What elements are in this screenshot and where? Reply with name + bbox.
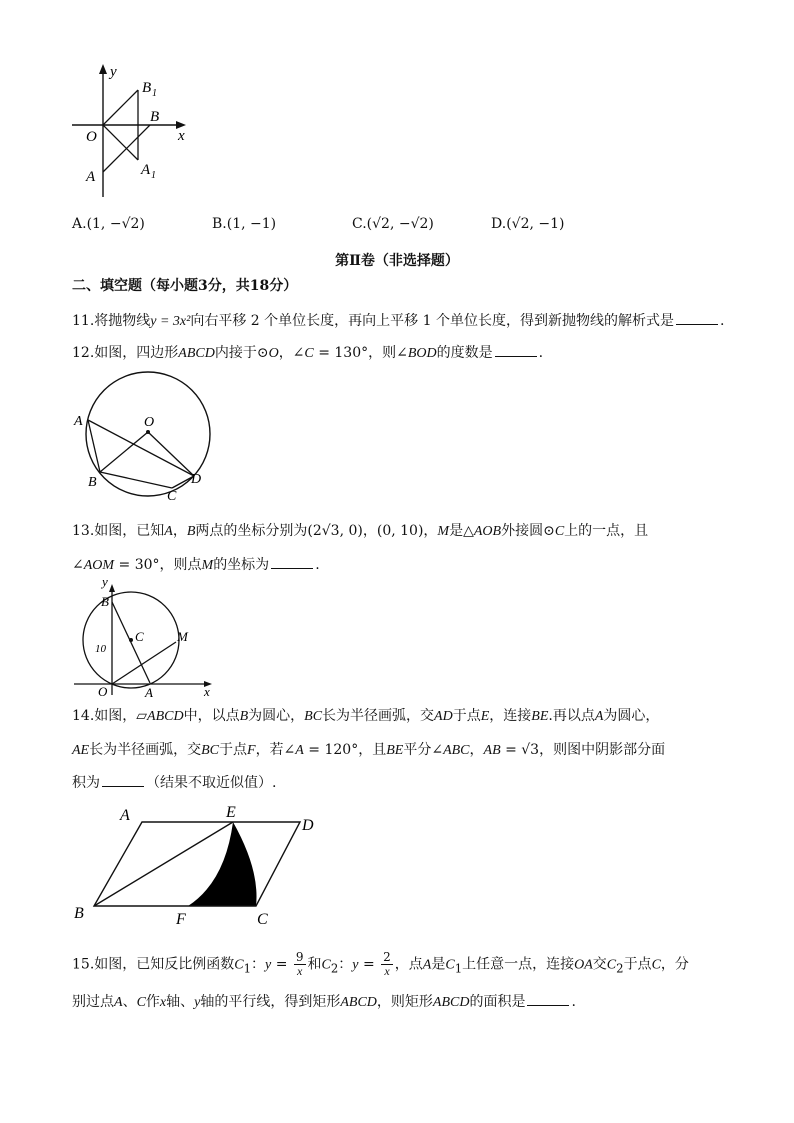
label-B: B <box>150 109 160 125</box>
q15-p: OA <box>574 957 593 973</box>
label-B: B <box>101 594 109 609</box>
segment-AD <box>88 420 194 476</box>
q14-answer-blank[interactable] <box>102 772 144 787</box>
q14-b: ABCD <box>147 709 184 724</box>
label-D: D <box>302 817 314 834</box>
q14-l3b: （结果不取近似值）. <box>146 775 277 791</box>
label-B1-sub: 1 <box>152 88 157 99</box>
q13-e: 两点的坐标分别为(2√3, 0)，(0, 10)， <box>195 523 438 539</box>
q15-a: 15.如图，已知反比例函数 <box>72 956 235 973</box>
q13-g: 是△ <box>449 523 474 539</box>
q14-a: 14.如图，▱ <box>72 708 148 724</box>
q14-l2b: 长为半径画弧，交 <box>89 742 202 758</box>
q15-r: C <box>606 957 617 973</box>
q14-l2c: BC <box>201 743 219 758</box>
q15-g: C <box>321 957 331 973</box>
q15-r-sub: 2 <box>616 961 624 976</box>
y-axis-arrow <box>109 584 115 592</box>
q15-o: 上任意一点，连接 <box>462 956 575 973</box>
q14-c: 中，以点 <box>183 708 240 724</box>
label-A: A <box>120 807 130 824</box>
q14-n: A <box>594 709 604 724</box>
segment-OD <box>148 432 194 476</box>
q15-l2f: x <box>159 995 167 1010</box>
q14-l2d: 于点 <box>219 742 247 758</box>
label-O: O <box>144 415 155 430</box>
label-O: O <box>98 684 108 698</box>
question-12 <box>72 342 543 364</box>
q15-l2m: 的面积是 <box>469 994 526 1010</box>
label-y: y <box>102 578 108 589</box>
q15-l2c: 、 <box>122 994 137 1010</box>
shaded-region <box>188 822 257 906</box>
point-O <box>146 430 150 434</box>
label-C: C <box>257 911 268 928</box>
fraction-2-over-x <box>381 951 393 978</box>
q15-l2j: ABCD <box>340 995 377 1010</box>
q14-e: 为圆心， <box>248 708 305 724</box>
choice-c-label: C. <box>352 216 367 232</box>
q15-m: 是 <box>431 956 446 973</box>
q12-i: 的度数是 <box>436 345 493 361</box>
choice-b-label: B. <box>212 216 227 232</box>
choice-d-label: D. <box>491 216 507 232</box>
frac2-den: x <box>384 964 390 978</box>
q15-answer-blank[interactable] <box>527 991 569 1006</box>
q11-text-c: 向右平移 2 个单位长度，再向上平移 1 个单位长度，得到新抛物线的解析式是 <box>190 313 674 329</box>
q14-l2i: BE <box>386 743 404 758</box>
q14-d: B <box>239 709 249 724</box>
q13-l2e: 的坐标为 <box>213 557 270 573</box>
choice-b[interactable] <box>212 216 276 232</box>
q14-l2k: ABC <box>443 743 470 758</box>
label-E: E <box>226 804 236 821</box>
q15-i: y <box>352 957 359 973</box>
q15-l2k: ，则矩形 <box>376 994 433 1010</box>
part-title: 第Ⅱ卷（非选择题） <box>335 253 459 269</box>
question-15-line-1 <box>72 951 689 981</box>
q14-l: BE <box>531 709 549 724</box>
q14-f: BC <box>304 709 323 724</box>
q15-q: 交 <box>592 956 607 973</box>
label-A: A <box>74 414 83 429</box>
q14-l2e: F <box>247 743 256 758</box>
question-13-line-1 <box>72 521 648 542</box>
point-C <box>129 638 133 642</box>
choice-b-value: (1, −1) <box>226 216 277 232</box>
q13-h: AOB <box>473 524 502 539</box>
label-F: F <box>176 911 186 928</box>
q12-c: 内接于⊙ <box>214 345 269 361</box>
q11-end: . <box>719 313 725 329</box>
choice-a-label: A. <box>72 216 87 232</box>
label-C: C <box>167 489 177 503</box>
q14-l2n: = √3，则图中阴影部分面 <box>500 742 666 758</box>
segment-BC <box>100 472 172 488</box>
label-O: O <box>86 129 97 145</box>
question-14-line-3 <box>72 772 276 793</box>
q13-l2f: . <box>315 557 320 573</box>
q13-answer-blank[interactable] <box>271 554 313 569</box>
q14-o: 为圆心， <box>603 708 660 724</box>
choice-a-value: (1, −√2) <box>86 216 145 232</box>
q15-l: A <box>422 957 432 973</box>
y-axis-arrow <box>99 64 107 74</box>
label-B: B <box>74 905 84 922</box>
label-D: D <box>191 472 202 487</box>
q15-l2h: y <box>194 995 201 1010</box>
parallelogram-ABCD <box>94 822 300 906</box>
segment-OM <box>112 642 176 684</box>
label-x: x <box>204 684 210 698</box>
q12-e: ，∠ <box>278 345 305 361</box>
q11-answer-blank[interactable] <box>676 310 718 325</box>
q15-l2d: C <box>136 995 146 1010</box>
q12-a: 12.如图，四边形 <box>72 345 179 361</box>
frac1-num: 9 <box>295 950 304 964</box>
q15-b: C <box>234 957 244 973</box>
q12-d: O <box>268 346 279 361</box>
choice-c-value: (√2, −√2) <box>366 216 434 232</box>
label-x: x <box>178 128 185 144</box>
label-A1: A <box>141 162 151 178</box>
q15-b-sub: 1 <box>243 961 252 976</box>
figure-q10 <box>70 62 200 197</box>
label-A: A <box>86 169 96 185</box>
q13-l2d: M <box>201 558 214 573</box>
choice-d-value: (√2, −1) <box>506 216 565 232</box>
question-14-line-1 <box>72 706 659 727</box>
q15-s: 于点 <box>623 956 652 973</box>
q15-u: ，分 <box>660 956 689 973</box>
fraction-9-over-x <box>294 951 306 978</box>
label-B: B <box>88 475 97 490</box>
q14-h: AD <box>434 709 453 724</box>
segment-OB1 <box>103 90 138 125</box>
q12-b: ABCD <box>178 346 215 361</box>
q14-l2l: ， <box>469 742 484 758</box>
q12-g: = 130°，则∠ <box>313 345 408 361</box>
label-A: A <box>145 685 153 698</box>
q15-t: C <box>651 957 661 973</box>
q14-l2g: A <box>295 743 304 758</box>
question-15-line-2 <box>72 991 576 1013</box>
q12-answer-blank[interactable] <box>495 342 537 357</box>
q14-j: E <box>480 709 490 724</box>
q15-j: = <box>358 956 380 973</box>
label-A1-sub: 1 <box>151 170 156 181</box>
q15-k: ，点 <box>394 956 423 973</box>
q14-l2j: 平分∠ <box>403 742 444 758</box>
q14-l2f: ，若∠ <box>255 742 296 758</box>
q13-l2c: = 30°，则点 <box>114 557 202 573</box>
label-C: C <box>135 629 144 644</box>
q14-l2m: AB <box>483 743 501 758</box>
q15-c: ： <box>251 956 266 973</box>
q11-text-a: 11.将抛物线 <box>72 313 151 329</box>
q13-i: 外接圆⊙ <box>501 523 555 539</box>
q13-c: ， <box>172 523 187 539</box>
section-heading: 二、填空题（每小题3分，共18分） <box>72 278 298 294</box>
figure-q14 <box>70 800 330 928</box>
q15-n-sub: 1 <box>454 961 463 976</box>
question-14-line-2 <box>72 740 665 761</box>
q15-n: C <box>445 957 455 973</box>
q13-f: M <box>437 524 450 539</box>
q15-g-sub: 2 <box>330 961 339 976</box>
q14-m: .再以点 <box>548 708 595 724</box>
q13-l2a: ∠ <box>72 557 84 573</box>
figure-q13 <box>70 578 220 698</box>
q13-d: B <box>186 524 196 539</box>
segment-BO <box>100 432 148 472</box>
q14-l2h: = 120°，且 <box>303 742 387 758</box>
q13-j: C <box>554 524 565 539</box>
frac2-num: 2 <box>383 950 391 964</box>
q15-f: 和 <box>307 956 322 973</box>
q14-g: 长为半径画弧，交 <box>322 708 435 724</box>
q13-a: 13.如图，已知 <box>72 523 165 539</box>
q14-k: ，连接 <box>489 708 532 724</box>
q12-j: . <box>538 345 544 361</box>
q15-l2n: . <box>571 994 576 1010</box>
label-y: y <box>110 64 117 80</box>
q12-h: BOD <box>407 346 437 361</box>
figure-q12 <box>70 368 220 503</box>
q15-l2i: 轴的平行线，得到矩形 <box>200 994 341 1010</box>
q15-d: y <box>265 957 272 973</box>
choice-a[interactable] <box>72 216 145 232</box>
choice-d[interactable] <box>491 216 564 232</box>
q15-l2e: 作 <box>145 994 160 1010</box>
q14-l2a: AE <box>72 743 90 758</box>
question-13-line-2 <box>72 554 320 576</box>
label-M: M <box>177 629 188 644</box>
q11-math: y = 3x² <box>150 314 191 329</box>
q15-l2b: A <box>114 995 123 1010</box>
choice-c[interactable] <box>352 216 434 232</box>
frac1-den: x <box>297 964 303 978</box>
q15-l2l: ABCD <box>432 995 470 1010</box>
q14-i: 于点 <box>452 708 481 724</box>
q13-l2b: AOM <box>83 558 115 573</box>
q15-e: = <box>271 956 292 973</box>
q12-f: C <box>304 346 314 361</box>
label-B1: B <box>142 80 152 96</box>
label-10: 10 <box>95 643 106 655</box>
q14-l3a: 积为 <box>72 775 100 791</box>
q15-l2g: 轴、 <box>166 994 195 1010</box>
q15-l2a: 别过点 <box>72 994 114 1010</box>
question-11 <box>72 310 724 332</box>
q13-b: A <box>164 524 173 539</box>
q15-h: ： <box>338 956 353 973</box>
q13-k: 上的一点，且 <box>564 523 649 539</box>
